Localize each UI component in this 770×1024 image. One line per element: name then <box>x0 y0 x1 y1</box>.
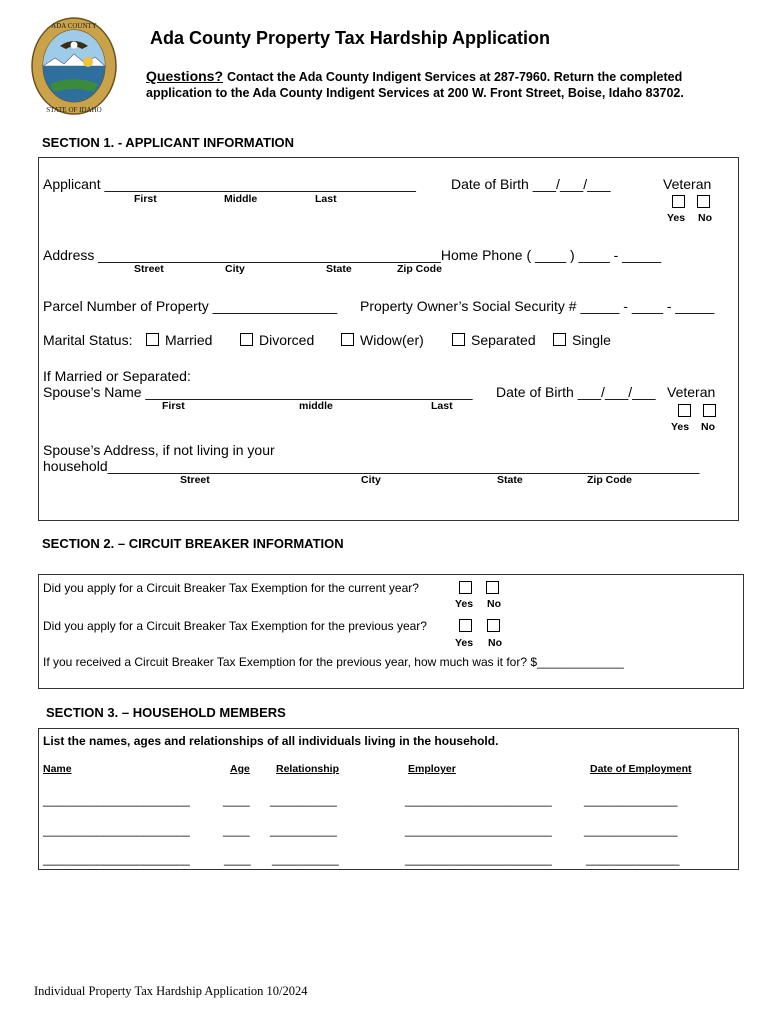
ada-county-seal <box>30 16 118 116</box>
row1-name[interactable]: ______________________ <box>43 793 190 807</box>
sub-state: State <box>326 263 352 275</box>
row1-employer[interactable]: ______________________ <box>405 793 552 807</box>
instructions-text: Contact the Ada County Indigent Services at 287-7960. Return the completed application to the Ada County Indigent Services at 200 W. Front Street, Boise, Idaho 83702. <box>146 70 684 100</box>
row1-age[interactable]: ____ <box>223 793 250 807</box>
row2-employer[interactable]: ______________________ <box>405 823 552 837</box>
spouse-sub-state: State <box>497 474 523 486</box>
spouse-address-label: Spouse’s Address, if not living in your <box>43 442 275 458</box>
veteran-no-label: No <box>698 212 712 224</box>
marital-married-option[interactable] <box>146 332 212 348</box>
spouse-veteran-yes-checkbox[interactable] <box>678 404 691 417</box>
col-name: Name <box>43 763 72 775</box>
single-label: Single <box>572 332 611 348</box>
marital-status-label: Marital Status: <box>43 332 133 348</box>
spouse-veteran-no-checkbox[interactable] <box>703 404 716 417</box>
marital-single-option[interactable] <box>553 332 611 348</box>
q1-no-label: No <box>487 598 501 610</box>
row2-relationship[interactable]: __________ <box>270 823 337 837</box>
col-relationship: Relationship <box>276 763 340 775</box>
married-checkbox[interactable] <box>146 333 159 346</box>
col-employer: Employer <box>408 763 456 775</box>
marital-separated-option[interactable] <box>452 332 536 348</box>
page-title: Ada County Property Tax Hardship Application <box>150 28 551 48</box>
sub-street: Street <box>134 263 164 275</box>
q2-yes-label: Yes <box>455 637 474 649</box>
veteran-yes-label: Yes <box>667 212 686 224</box>
circuit-q3-amount-field[interactable]: If you received a Circuit Breaker Tax Exemption for the previous year, how much was it for? $_____________ <box>43 655 624 669</box>
col-age: Age <box>230 763 250 775</box>
divorced-checkbox[interactable] <box>240 333 253 346</box>
spouse-veteran-yes-label: Yes <box>671 421 690 433</box>
header-instructions <box>146 68 726 101</box>
spouse-veteran-label: Veteran <box>667 384 716 400</box>
spouse-sub-middle: middle <box>299 400 333 412</box>
svg-text:ADA COUNTY: ADA COUNTY <box>51 22 97 30</box>
col-date-of-employment: Date of Employment <box>590 763 692 775</box>
spouse-sub-street: Street <box>180 474 210 486</box>
divorced-label: Divorced <box>259 332 315 348</box>
widower-checkbox[interactable] <box>341 333 354 346</box>
q1-yes-checkbox[interactable] <box>459 581 472 594</box>
veteran-no-checkbox[interactable] <box>697 195 710 208</box>
spouse-sub-last: Last <box>431 400 453 412</box>
spouse-dob-field[interactable]: Date of Birth ___/___/___ <box>496 384 656 400</box>
sub-first: First <box>134 193 157 205</box>
row2-age[interactable]: ____ <box>223 823 250 837</box>
sub-city: City <box>225 263 245 275</box>
parcel-number-field[interactable]: Parcel Number of Property ________________ <box>43 298 338 314</box>
widower-label: Widow(er) <box>360 332 424 348</box>
veteran-yes-checkbox[interactable] <box>672 195 685 208</box>
section2-title: SECTION 2. – CIRCUIT BREAKER INFORMATION <box>42 536 344 551</box>
row1-date[interactable]: ______________ <box>584 793 678 807</box>
dob-field[interactable]: Date of Birth ___/___/___ <box>451 176 611 192</box>
questions-label: Questions? <box>146 68 224 84</box>
q1-no-checkbox[interactable] <box>486 581 499 594</box>
row3-employer[interactable]: ______________________ <box>405 852 552 866</box>
spouse-address-field[interactable]: household____________________________________________________________________________ <box>43 458 700 474</box>
sub-zip: Zip Code <box>397 263 442 275</box>
svg-text:STATE OF IDAHO: STATE OF IDAHO <box>46 106 102 114</box>
address-field[interactable]: Address ____________________________________________Home Phone ( ____ ) ____ - _____ <box>43 247 662 263</box>
if-married-label: If Married or Separated: <box>43 368 191 384</box>
spouse-name-field[interactable]: Spouse’s Name __________________________________________ <box>43 384 473 400</box>
row2-date[interactable]: ______________ <box>584 823 678 837</box>
single-checkbox[interactable] <box>553 333 566 346</box>
married-label: Married <box>165 332 213 348</box>
row3-age[interactable]: ____ <box>224 852 251 866</box>
section1-title: SECTION 1. - APPLICANT INFORMATION <box>42 135 295 150</box>
q2-no-checkbox[interactable] <box>487 619 500 632</box>
marital-widower-option[interactable] <box>341 332 424 348</box>
section3-title: SECTION 3. – HOUSEHOLD MEMBERS <box>46 705 286 720</box>
row1-relationship[interactable]: __________ <box>270 793 337 807</box>
q2-yes-checkbox[interactable] <box>459 619 472 632</box>
sub-last: Last <box>315 193 337 205</box>
circuit-q1: Did you apply for a Circuit Breaker Tax Exemption for the current year? <box>43 581 419 595</box>
spouse-sub-zip: Zip Code <box>587 474 632 486</box>
marital-divorced-option[interactable] <box>240 332 314 348</box>
circuit-q2: Did you apply for a Circuit Breaker Tax Exemption for the previous year? <box>43 619 427 633</box>
separated-checkbox[interactable] <box>452 333 465 346</box>
q2-no-label: No <box>488 637 502 649</box>
separated-label: Separated <box>471 332 536 348</box>
veteran-label: Veteran <box>663 176 712 192</box>
row3-date[interactable]: ______________ <box>586 852 680 866</box>
footer-text: Individual Property Tax Hardship Application 10/2024 <box>34 984 308 998</box>
spouse-sub-city: City <box>361 474 381 486</box>
applicant-field[interactable]: Applicant ________________________________________ <box>43 176 416 192</box>
spouse-sub-first: First <box>162 400 185 412</box>
sub-middle: Middle <box>224 193 258 205</box>
row3-relationship[interactable]: __________ <box>272 852 339 866</box>
ssn-field[interactable]: Property Owner’s Social Security # _____ - ____ - _____ <box>360 298 715 314</box>
household-instructions: List the names, ages and relationships of all individuals living in the household. <box>43 734 499 748</box>
q1-yes-label: Yes <box>455 598 474 610</box>
row2-name[interactable]: ______________________ <box>43 823 190 837</box>
spouse-veteran-no-label: No <box>701 421 715 433</box>
row3-name[interactable]: ______________________ <box>43 852 190 866</box>
